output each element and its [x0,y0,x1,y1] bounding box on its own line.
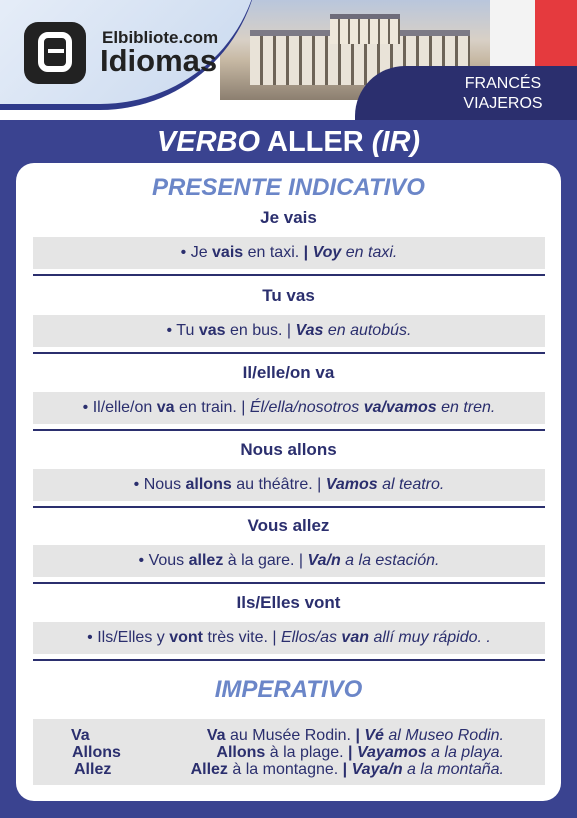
category-tag-line1: FRANCÉS [464,75,542,92]
person-label: Vous allez [247,516,330,535]
divider [33,506,545,508]
example-sentence [33,392,545,424]
person-label: Nous allons [240,440,337,459]
example-segment: Vaya/n [351,761,403,778]
example-segment: | [303,244,313,261]
person-label: Il/elle/on va [242,363,335,382]
divider [33,582,545,584]
example-segment: en taxi. [341,244,398,261]
example-segment: Vas [295,322,324,339]
divider [33,429,545,431]
example-segment: au Musée Rodin. [225,727,356,744]
example-segment: Vé [364,727,384,744]
example-segment: allez [188,552,224,569]
example-segment: Vamos [325,476,378,493]
person-label: Tu vas [262,286,315,305]
example-segment: al Museo Rodin. [383,727,504,744]
example-segment: • Vous [138,552,189,569]
example-sentence [33,237,545,269]
example-segment: van [341,629,369,646]
imperative-row [0,744,577,762]
example-segment: très vite. | [203,629,281,646]
imperative-form: Allez [74,761,112,778]
example-sentence [33,469,545,501]
example-segment: allí muy rápido. . [369,629,491,646]
title-part3: (IR) [371,126,421,158]
example-segment: • Ils/Elles y [87,629,170,646]
example-segment: à la gare. | [223,552,308,569]
example-segment: Voy [312,244,342,261]
example-segment: va [156,399,175,416]
example-sentence [33,315,545,347]
example-segment: Ellos/as [280,629,342,646]
example-segment: • Je [180,244,213,261]
title-part2: ALLER [260,126,372,158]
present-heading: PRESENTE INDICATIVO [152,174,425,201]
page-title [0,126,577,159]
example-sentence [33,545,545,577]
imperative-form: Va [71,727,90,744]
speech-bubble-b-icon [24,22,86,84]
example-segment: vais [212,244,244,261]
example-segment: vas [198,322,226,339]
logo-brand: Idiomas [100,43,218,78]
example-segment: Él/ella/nosotros [249,399,364,416]
example-segment: allons [185,476,232,493]
header-banner [0,0,577,120]
example-segment: • Nous [133,476,186,493]
example-segment: Allez [190,761,228,778]
example-segment: | [342,761,352,778]
example-sentence [33,622,545,654]
example-segment: Vayamos [356,744,427,761]
example-segment: | [355,727,365,744]
example-segment: Va [206,727,226,744]
person-label: Ils/Elles vont [236,593,341,612]
example-segment: au théâtre. | [231,476,326,493]
example-segment: à la plage. [265,744,349,761]
example-segment: • Il/elle/on [82,399,157,416]
example-segment: al teatro. [377,476,445,493]
example-segment: à la montagne. [227,761,343,778]
example-segment: Va/n [307,552,341,569]
person-label: Je vais [260,208,317,227]
example-segment: en bus. | [225,322,296,339]
imperative-example [216,744,504,762]
category-tag-line2: VIAJEROS [463,95,543,112]
imperative-example [207,727,504,745]
imperative-form: Allons [72,744,121,761]
logo-site: Elbibliote.com [102,28,219,47]
example-segment: Allons [216,744,266,761]
imperative-row [0,727,577,745]
divider [33,352,545,354]
example-segment: en taxi. [243,244,304,261]
imperative-heading: IMPERATIVO [214,676,363,703]
divider [33,659,545,661]
example-segment: en autobús. [323,322,412,339]
palace-center [330,14,400,44]
imperative-example [191,761,504,779]
example-segment: • Tu [166,322,199,339]
example-segment: va/vamos [363,399,437,416]
example-segment: a la estación. [340,552,440,569]
title-part1: VERBO [156,126,261,158]
imperative-row [0,761,577,779]
divider [33,274,545,276]
example-segment: en train. | [174,399,250,416]
example-segment: en tren. [436,399,496,416]
example-segment: vont [169,629,203,646]
example-segment: | [348,744,357,761]
example-segment: a la montaña. [402,761,504,778]
example-segment: a la playa. [426,744,504,761]
